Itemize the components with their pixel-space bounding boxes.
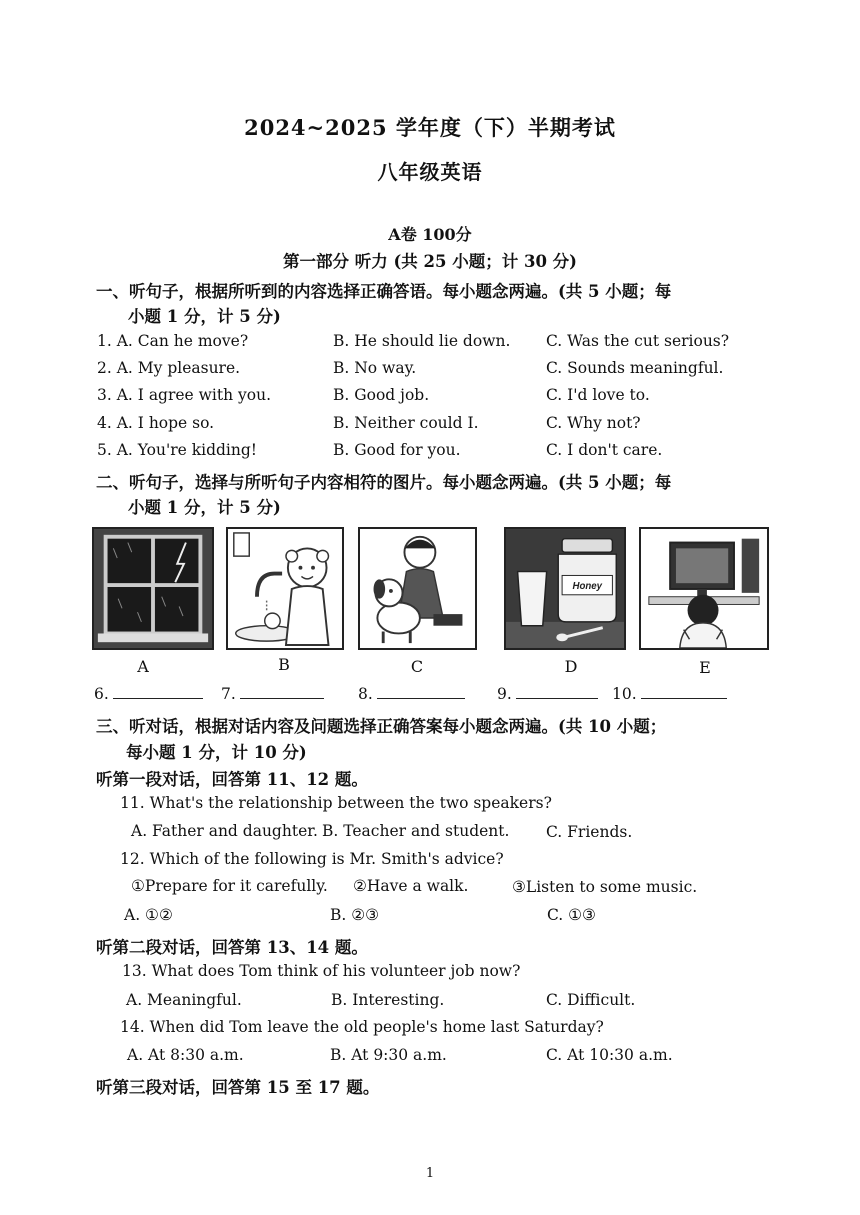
q5-option-a: 5. A. You're kidding! [97,441,258,459]
q3-option-c: C. I'd love to. [546,386,650,404]
answer-blank-10[interactable] [612,684,727,703]
picture-a [92,527,214,650]
q4-option-b: B. Neither could I. [333,414,479,432]
dialog3-heading: 听第三段对话，回答第 15 至 17 题。 [96,1078,380,1097]
q14-option-c: C. At 10:30 a.m. [546,1046,673,1064]
q4-option-a: 4. A. I hope so. [97,414,215,432]
answer-blank-10-label: 10. [612,685,637,703]
dialog2-heading: 听第二段对话，回答第 13、14 题。 [96,938,368,957]
q3-option-b: B. Good job. [333,386,430,404]
q11-option-a: A. Father and daughter. [131,822,318,840]
exam-title: 2024~2025 学年度（下）半期考试 [244,115,616,140]
picture-b [226,527,344,650]
picture-b-letter: B [278,655,290,674]
q12-item-2: ②Have a walk. [353,877,469,895]
q12-option-b: B. ②③ [330,906,380,924]
picture-d [504,527,626,650]
exam-subtitle: 八年级英语 [377,160,483,184]
q13-option-b: B. Interesting. [331,991,445,1009]
q14-stem: 14. When did Tom leave the old people's home last Saturday? [120,1018,604,1036]
q13-stem: 13. What does Tom think of his volunteer job now? [122,962,521,980]
q12-stem: 12. Which of the following is Mr. Smith's advice? [120,850,504,868]
q12-option-c: C. ①③ [547,906,596,924]
picture-a-letter: A [137,657,149,676]
answer-blank-8[interactable] [358,684,465,703]
girl-washing-hands-icon [228,529,342,648]
answer-blank-7-label: 7. [221,685,236,703]
q1-option-c: C. Was the cut serious? [546,332,730,350]
section-a-heading: A卷 100分 [388,225,472,244]
answer-blank-7[interactable] [221,684,324,703]
q4-option-c: C. Why not? [546,414,641,432]
q2-option-a: 2. A. My pleasure. [97,359,241,377]
q1-option-b: B. He should lie down. [333,332,511,350]
honey-label: Honey [572,580,603,592]
picture-d-letter: D [564,657,578,676]
q13-option-c: C. Difficult. [546,991,636,1009]
q14-option-a: A. At 8:30 a.m. [127,1046,244,1064]
q5-option-b: B. Good for you. [333,441,461,459]
section2-instruction-line2: 小题 1 分，计 5 分) [128,498,281,517]
boy-at-computer-icon [641,529,767,648]
q2-option-c: C. Sounds meaningful. [546,359,724,377]
dialog1-heading: 听第一段对话，回答第 11、12 题。 [96,770,368,789]
section1-instruction-line1: 一、听句子，根据所听到的内容选择正确答语。每小题念两遍。(共 5 小题；每 [96,282,672,301]
q5-option-c: C. I don't care. [546,441,663,459]
q11-stem: 11. What's the relationship between the two speakers? [120,794,552,812]
picture-c [358,527,477,650]
answer-blank-9-label: 9. [497,685,512,703]
q3-option-a: 3. A. I agree with you. [97,386,272,404]
picture-e [639,527,769,650]
q2-option-b: B. No way. [333,359,417,377]
section3-instruction-line2: 每小题 1 分，计 10 分) [126,743,307,762]
milk-and-honey-icon [506,529,624,648]
q1-option-a: 1. A. Can he move? [97,332,249,350]
q14-option-b: B. At 9:30 a.m. [330,1046,447,1064]
picture-e-letter: E [699,658,711,677]
answer-blank-9[interactable] [497,684,598,703]
stormy-window-icon [94,529,212,648]
section1-instruction-line2: 小题 1 分，计 5 分) [128,307,281,326]
answer-blank-6-label: 6. [94,685,109,703]
picture-c-letter: C [410,657,424,676]
boy-with-dog-icon [360,529,475,648]
q12-item-3: ③Listen to some music. [512,878,698,896]
part-one-heading: 第一部分 听力 (共 25 小题；计 30 分) [282,252,577,271]
q12-item-1: ①Prepare for it carefully. [131,877,328,895]
answer-blank-6[interactable] [94,684,203,703]
q13-option-a: A. Meaningful. [126,991,242,1009]
q11-option-c: C. Friends. [546,823,633,841]
section3-instruction-line1: 三、听对话，根据对话内容及问题选择正确答案每小题念两遍。(共 10 小题； [96,717,667,736]
q12-option-a: A. ①② [124,906,173,924]
section2-instruction-line1: 二、听句子，选择与所听句子内容相符的图片。每小题念两遍。(共 5 小题；每 [96,473,672,492]
answer-blank-8-label: 8. [358,685,373,703]
page-number: 1 [425,1166,435,1181]
q11-option-b: B. Teacher and student. [322,822,510,840]
